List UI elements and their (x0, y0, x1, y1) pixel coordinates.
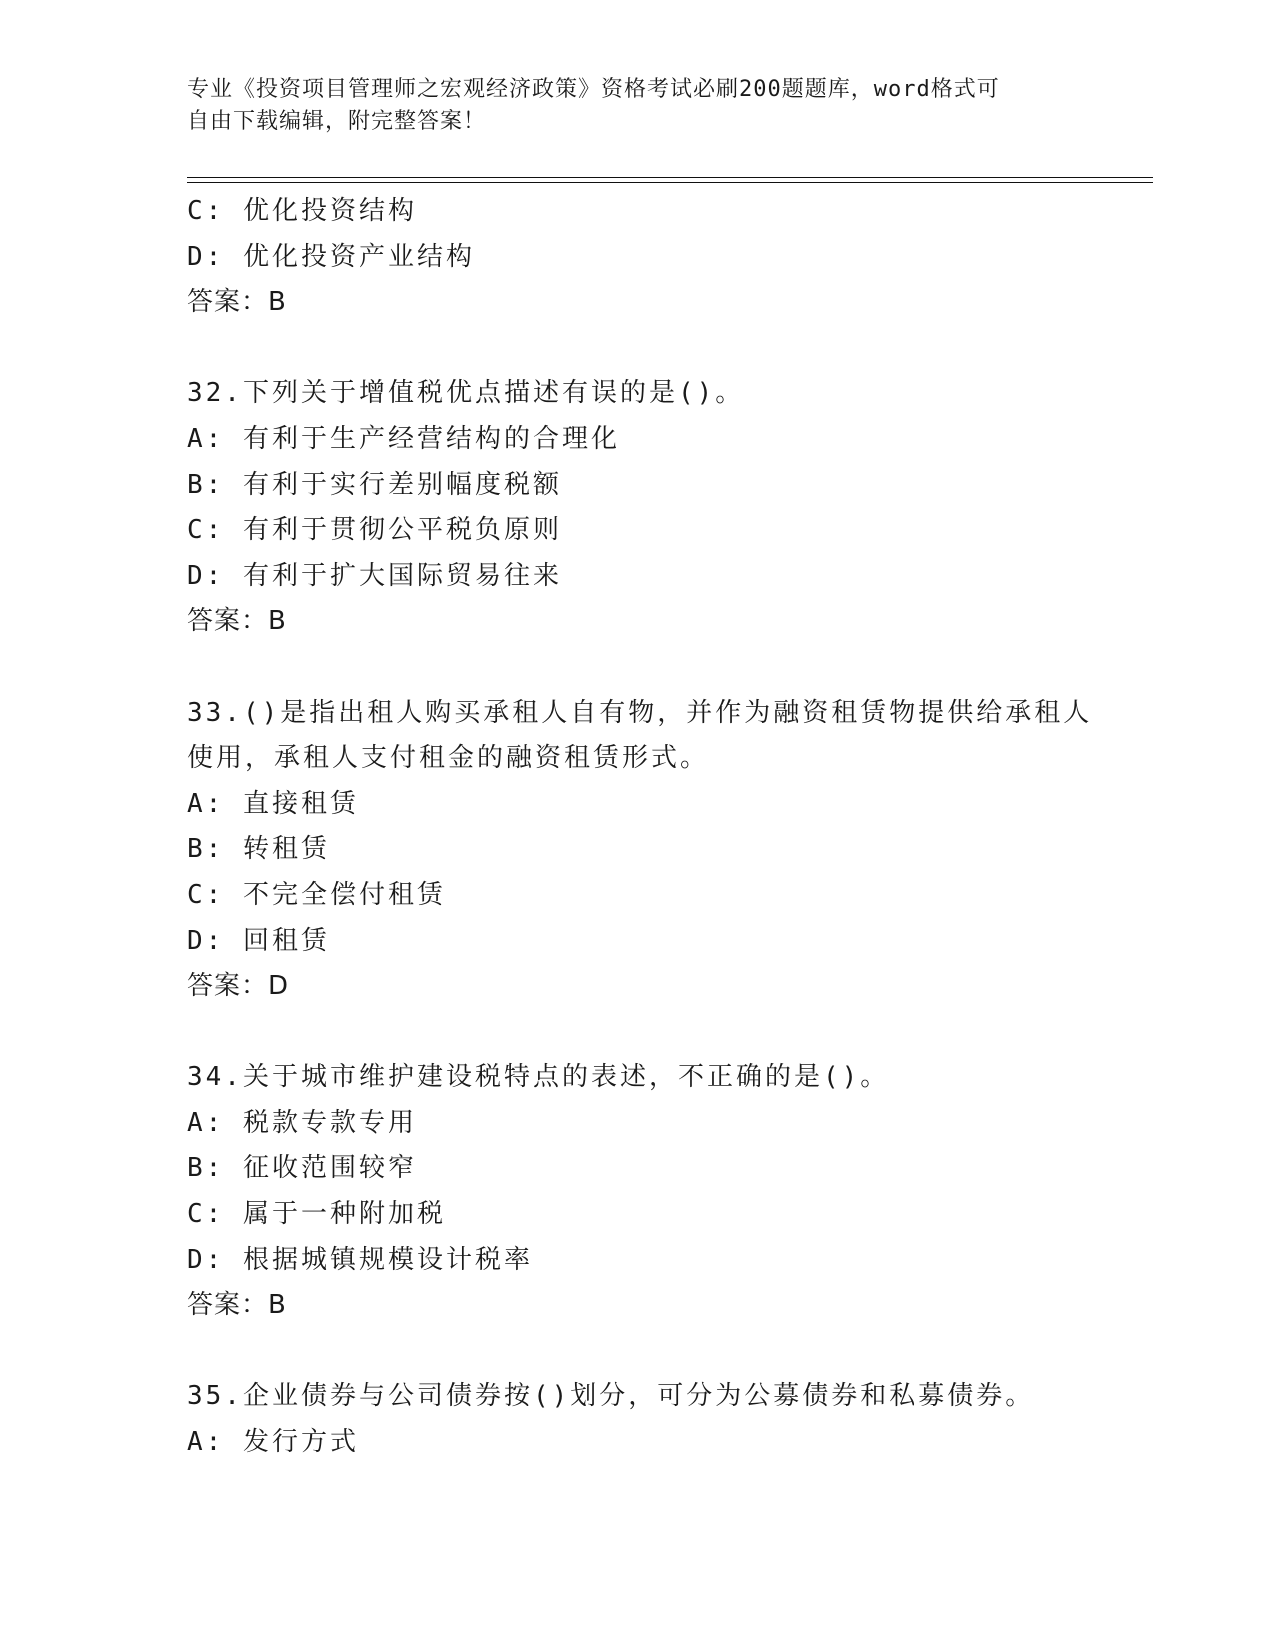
question-stem: 35.企业债券与公司债券按()划分，可分为公募债券和私募债券。 (187, 1381, 1035, 1412)
question-31-continued (187, 189, 1167, 326)
option-d: D: 根据城镇规模设计税率 (187, 1244, 533, 1275)
option-a: A: 发行方式 (187, 1427, 359, 1458)
option-b: B: 转租赁 (187, 834, 330, 865)
option-a: A: 直接租赁 (187, 788, 359, 819)
question-33 (187, 691, 1167, 1010)
answer-line: 答案：B (187, 606, 287, 637)
question-34 (187, 1055, 1167, 1329)
spacer (187, 645, 1167, 691)
answer-line: 答案：B (187, 1290, 287, 1321)
header-line-1: 专业《投资项目管理师之宏观经济政策》资格考试必刷200题题库，word格式可 (187, 77, 1000, 102)
answer-line: 答案：B (187, 287, 287, 318)
option-a: A: 有利于生产经营结构的合理化 (187, 423, 620, 454)
option-a: A: 税款专款专用 (187, 1107, 417, 1138)
option-b: B: 有利于实行差别幅度税额 (187, 469, 562, 500)
option-d: D: 回租赁 (187, 925, 330, 956)
header-line-2: 自由下载编辑，附完整答案！ (187, 109, 487, 134)
option-d: D: 优化投资产业结构 (187, 241, 475, 272)
question-stem: 32.下列关于增值税优点描述有误的是()。 (187, 378, 745, 409)
question-stem: 34.关于城市维护建设税特点的表述，不正确的是()。 (187, 1062, 890, 1093)
question-content (187, 189, 1167, 1466)
question-35 (187, 1374, 1167, 1465)
header-divider-top (187, 177, 1153, 178)
option-c: C: 有利于贯彻公平税负原则 (187, 515, 562, 546)
question-stem-line-1: 33.()是指出租人购买承租人自有物，并作为融资租赁物提供给承租人 (187, 697, 1093, 728)
option-d: D: 有利于扩大国际贸易往来 (187, 560, 562, 591)
option-c: C: 优化投资结构 (187, 196, 417, 226)
answer-line: 答案：D (187, 971, 290, 1002)
option-b: B: 征收范围较窄 (187, 1153, 417, 1184)
question-32 (187, 371, 1167, 645)
document-header (187, 74, 1087, 138)
spacer (187, 1010, 1167, 1056)
spacer (187, 1329, 1167, 1375)
question-stem-line-2: 使用，承租人支付租金的融资租赁形式。 (187, 743, 710, 774)
spacer (187, 326, 1167, 372)
option-c: C: 属于一种附加税 (187, 1199, 446, 1230)
option-c: C: 不完全偿付租赁 (187, 879, 446, 910)
header-divider-bottom (187, 182, 1153, 183)
